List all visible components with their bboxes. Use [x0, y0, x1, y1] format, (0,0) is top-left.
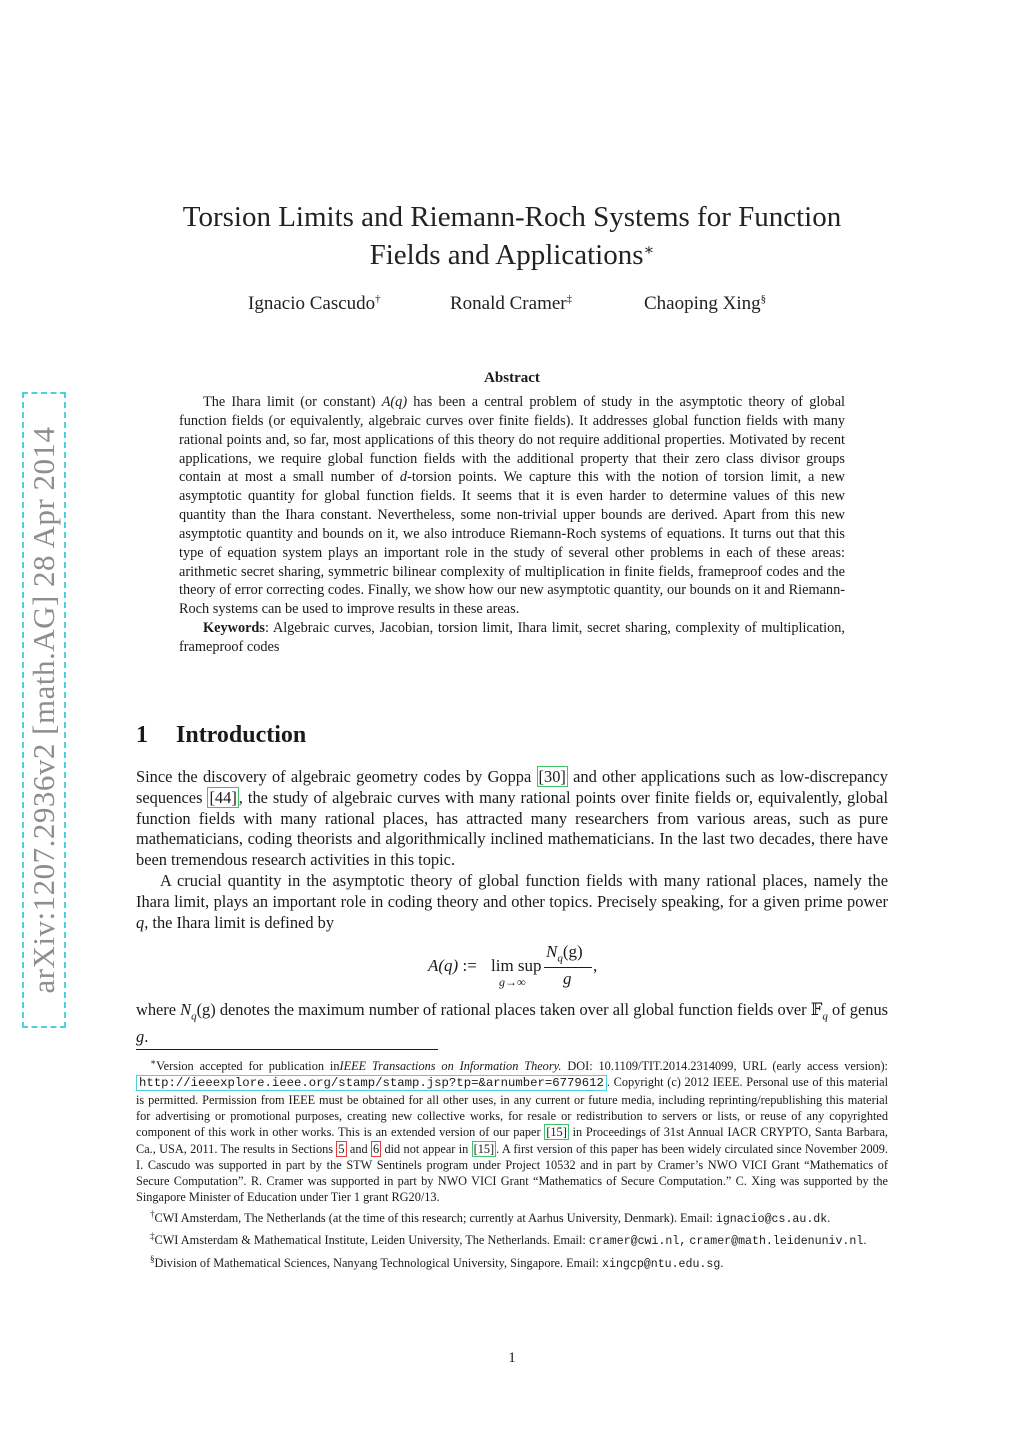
equation-limit-subscript: g→∞	[499, 975, 526, 989]
title-line-1: Torsion Limits and Riemann-Roch Systems for Function	[182, 201, 842, 233]
title-line-2: Fields and Applications	[369, 239, 644, 271]
keywords-text: : Algebraic curves, Jacobian, torsion limit, Ihara limit, secret sharing, complexity of multiplication, frameproof codes	[179, 620, 845, 655]
section-title: Introduction	[176, 722, 307, 748]
intro-paragraph-3: where $N_q(g)$ denotes the maximum number of rational places taken over all global function fields over 𝔽$_q$ of genus g.	[136, 1000, 889, 1047]
footnote-rule	[136, 1049, 438, 1050]
page-number: 1	[508, 1350, 516, 1366]
author-xing: Chaoping Xing§	[644, 293, 767, 314]
section-number: 1	[136, 722, 148, 748]
equation-comma: ,	[593, 956, 598, 975]
footnotes	[136, 1054, 888, 1273]
section-reference-link[interactable]: 6	[372, 1141, 380, 1156]
arxiv-stamp-text: arXiv:1207.2936v2 [math.AG] 28 Apr 2014	[26, 426, 61, 994]
arxiv-stamp	[22, 392, 66, 1028]
footnote-4: §Division of Mathematical Sciences, Nanyang Technological University, Singapore. Email: xingcp@ntu.edu.sg.	[150, 1253, 724, 1271]
section-reference-link[interactable]: 5	[338, 1141, 345, 1156]
email-cascudo: ignacio@cs.au.dk	[715, 1212, 828, 1226]
keywords	[179, 619, 845, 657]
intro-paragraph-1: Since the discovery of algebraic geometry codes by Goppa [30] and other applications such as low-discrepancy sequences [44] , the study of algebraic curves with many rational points over finite fields or, equivalently, global function fields with many rational places, has attracted many researchers from various areas, such as pure mathematicians, coding theorists and algorithmically inclined mathematicians. In the last two decades, there have been tremendous research activities in this topic.	[136, 767, 888, 870]
intro-body	[136, 767, 888, 933]
intro-paragraph-2: A crucial quantity in the asymptotic theory of global function fields with many rational places, namely the Ihara limit, plays an important role in coding theory and other topics. Precisely speaking, for a given prime power q, the Ihara limit is defined by	[136, 870, 888, 932]
keywords-label: Keywords	[203, 620, 265, 637]
citation-link[interactable]: [30]	[538, 767, 566, 786]
section-heading-introduction	[136, 722, 306, 749]
email-cramer-leiden: cramer@math.leidenuniv.nl	[689, 1235, 864, 1249]
citation-link[interactable]: [44]	[209, 787, 237, 807]
paper-title	[136, 198, 888, 274]
footnote-1: ∗Version accepted for publication inIEEE Transactions on Information Theory. DOI: 10.1109/TIT.2014.2314099, URL (early access version): http://ieeexplore.ieee.org/stamp/stamp.jsp?tp=&arnumber=6779612 . Copyright (c) 2012 IEEE. Personal use of this material is permitted. Permission from IEEE must be obtained for all other uses, in any current or future media, including reprinting/republishing this material for advertising or promotional purposes, creating new collective works, for resale or redistribution to servers or lists, or reuse of any copyrighted component of this work in other works. This is an extended version of our paper [15] in Proceedings of 31st Annual IACR CRYPTO, Santa Barbara, Ca., USA, 2011. The results in Sections 5 and 6 did not appear in [15] . A first version of this paper has been widely circulated since November 2009. I. Cascudo was supported in part by the STW Sentinels program under Project 10532 and in part by Cramer’s NWO VICI Grant “Mathematics of Secure Computation”. R. Cramer was supported in part by NWO VICI Grant “Mathematics of Secure Computation.” C. Xing was supported by the Singapore Minister of Education under Tier 1 grant RG20/13.	[136, 1057, 888, 1205]
equation-denominator: g	[563, 969, 572, 988]
equation-limsup: lim sup	[491, 956, 542, 975]
citation-link[interactable]: [15]	[473, 1141, 495, 1156]
doi-url-link[interactable]: http://ieeexplore.ieee.org/stamp/stamp.jsp?tp=&arnumber=6779612	[136, 1075, 607, 1091]
author-cascudo: Ignacio Cascudo†	[248, 293, 381, 314]
email-xing: xingcp@ntu.edu.sg	[602, 1257, 721, 1271]
abstract-heading: Abstract	[484, 370, 540, 386]
equation-lhs: A(q) :=	[428, 956, 477, 975]
title-footnote-mark: ∗	[643, 242, 655, 259]
equation-fraction-bar	[544, 967, 592, 968]
email-cramer-cwi: cramer@cwi.nl,	[588, 1235, 687, 1249]
footnote-2: †CWI Amsterdam, The Netherlands (at the time of this research; currently at Aarhus University, Denmark). Email: ignacio@cs.au.dk.	[150, 1208, 831, 1226]
abstract-body	[179, 393, 845, 657]
equation-numerator: $N_q(g)$	[546, 942, 583, 965]
citation-link[interactable]: [15]	[546, 1125, 567, 1140]
abstract-paragraph: The Ihara limit (or constant) A(q) has been a central problem of study in the asymptotic theory of global function fields (or equivalently, algebraic curves over finite fields). It addresses global function fields with many rational points and, so far, most applications of this theory do not require additional properties. Motivated by recent applications, we require global function fields with the additional property that their zero class divisor groups contain at most a small number of d-torsion points. We capture this with the notion of torsion limit, a new asymptotic quantity for global function fields. It seems that it is even harder to determine values of this new quantity than the Ihara constant. Nevertheless, some non-trivial upper bounds are derived. Apart from this new asymptotic quantity and bounds on it, we also introduce Riemann-Roch systems of equations. It turns out that this type of equation system plays an important role in the study of several other problems in each of these areas: arithmetic secret sharing, symmetric bilinear complexity of multiplication in finite fields, frameproof codes and the theory of error correcting codes. Finally, we show how our new asymptotic quantity, our bounds on it and Riemann-Roch systems can be used to improve results in these areas.	[179, 394, 846, 618]
author-cramer: Ronald Cramer‡	[450, 293, 573, 314]
footnote-3: ‡CWI Amsterdam & Mathematical Institute, Leiden University, The Netherlands. Email: cramer@cwi.nl, cramer@math.leidenuniv.nl.	[150, 1231, 867, 1249]
